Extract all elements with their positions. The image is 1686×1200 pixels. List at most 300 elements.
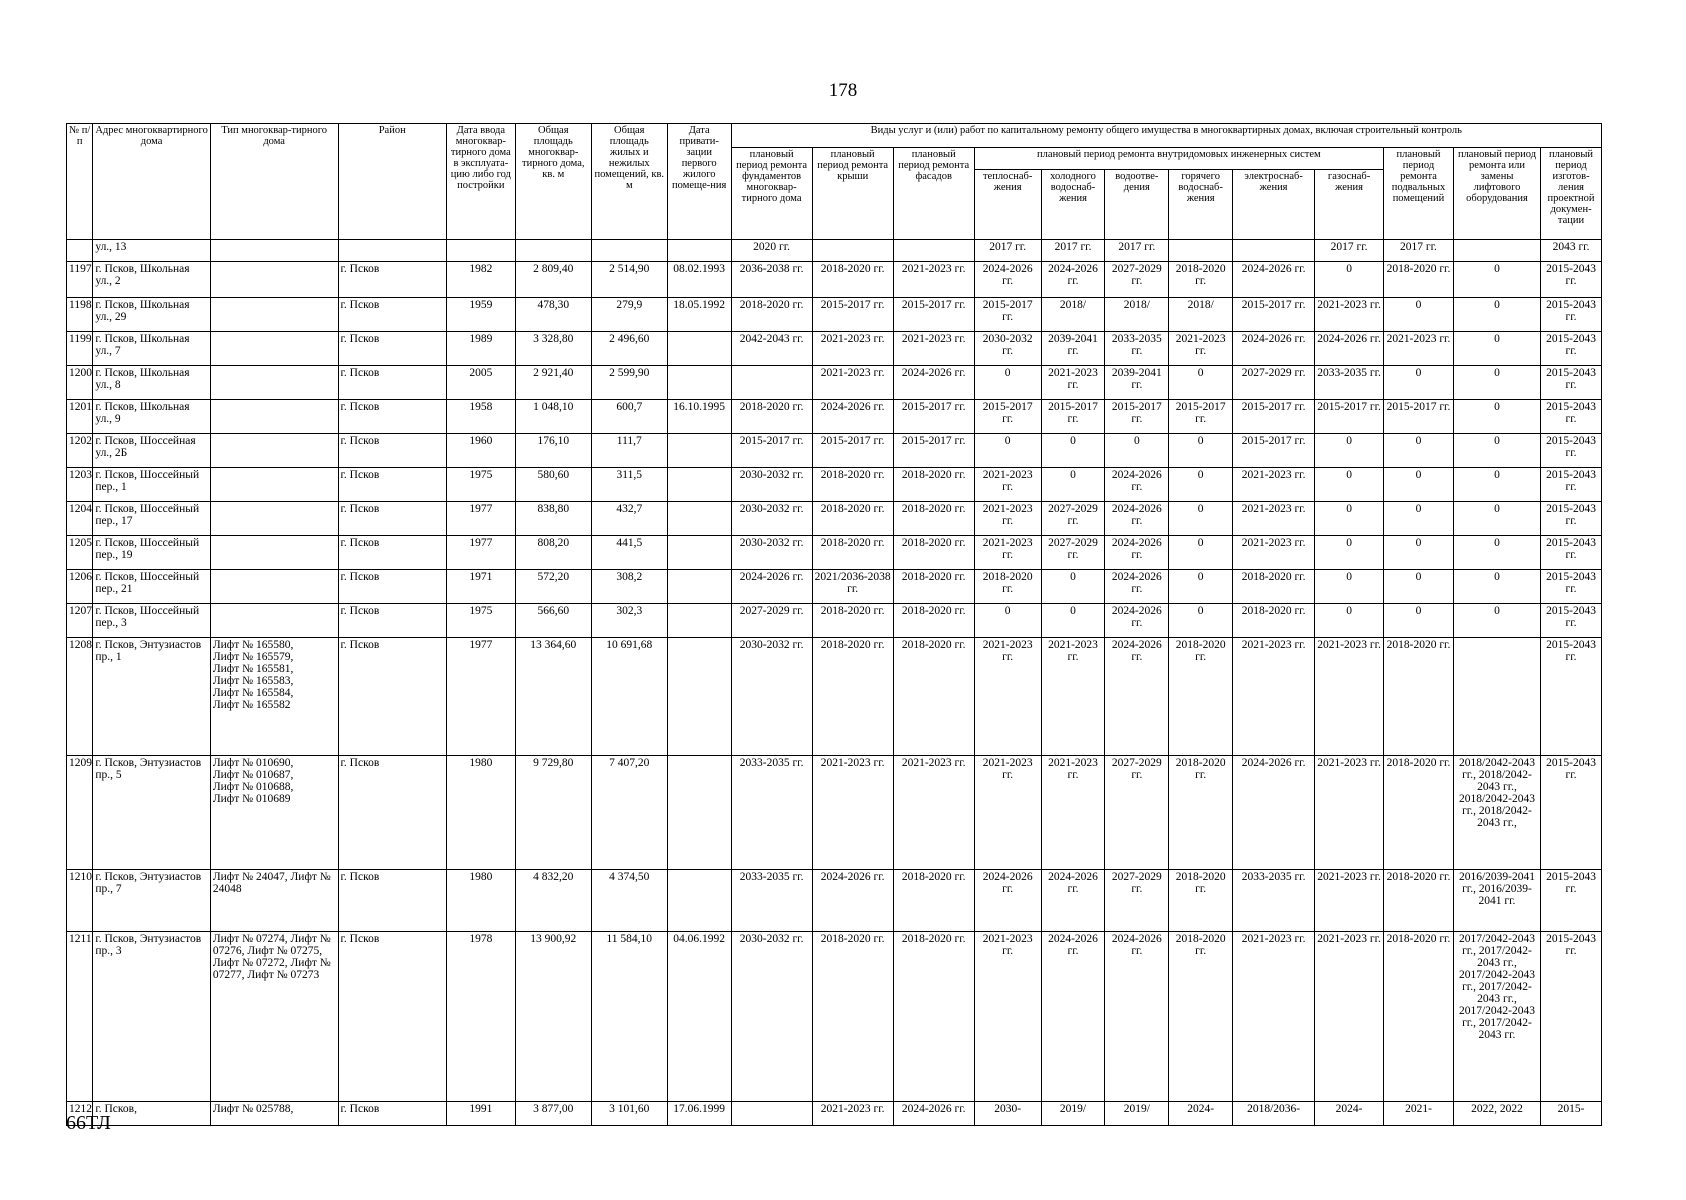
cell-district: г. Псков <box>338 570 446 604</box>
cell-heat: 2015-2017 гг. <box>974 298 1041 332</box>
cell-address: г. Псков, <box>93 1102 211 1126</box>
cell-drain: 2027-2029 гг. <box>1105 870 1169 932</box>
cell-heat: 2021-2023 гг. <box>974 756 1041 870</box>
header-privat-date: Дата привати-зации первого жилого помеще-ния <box>667 124 731 240</box>
cell-found: 2024-2026 гг. <box>731 570 812 604</box>
cell-drain: 2024-2026 гг. <box>1105 502 1169 536</box>
cell-address: г. Псков, Школьная ул., 2 <box>93 262 211 298</box>
cell-priv: 17.06.1999 <box>667 1102 731 1126</box>
header-cold-water: холодного водоснаб-жения <box>1041 170 1105 240</box>
cell-priv: 08.02.1993 <box>667 262 731 298</box>
header-num: № п/п <box>67 124 93 240</box>
cell-n: 1206 <box>67 570 93 604</box>
cell-base: 0 <box>1384 366 1454 400</box>
table-row <box>67 870 1602 932</box>
cell-year: 1971 <box>446 570 515 604</box>
cell-hot: 2024- <box>1169 1102 1233 1126</box>
header-engineering: плановый период ремонта внутридомовых инженерных систем <box>974 148 1383 170</box>
cell-area: 4 832,20 <box>515 870 591 932</box>
cell-elec: 2015-2017 гг. <box>1233 298 1315 332</box>
cell-living: 2 514,90 <box>591 262 667 298</box>
cell-priv <box>667 638 731 756</box>
cell-n: 1211 <box>67 932 93 1102</box>
cell-priv: 16.10.1995 <box>667 400 731 434</box>
cell-type <box>210 536 338 570</box>
cell-roof: 2018-2020 гг. <box>812 262 893 298</box>
cell-area: 3 877,00 <box>515 1102 591 1126</box>
cell-area: 580,60 <box>515 468 591 502</box>
cell-design: 2043 гг. <box>1541 240 1602 262</box>
cell-heat: 0 <box>974 604 1041 638</box>
table-row <box>67 1102 1602 1126</box>
cell-lift: 2022, 2022 <box>1453 1102 1540 1126</box>
cell-drain: 2033-2035 гг. <box>1105 332 1169 366</box>
cell-n: 1203 <box>67 468 93 502</box>
cell-base: 2018-2020 гг. <box>1384 638 1454 756</box>
cell-hot: 2015-2017 гг. <box>1169 400 1233 434</box>
cell-area <box>515 240 591 262</box>
cell-facade <box>893 240 974 262</box>
cell-n: 1210 <box>67 870 93 932</box>
cell-hot: 0 <box>1169 434 1233 468</box>
cell-hot: 0 <box>1169 366 1233 400</box>
header-total-area: Общая площадь многоквар-тирного дома, кв. м <box>515 124 591 240</box>
cell-living: 302,3 <box>591 604 667 638</box>
cell-roof <box>812 240 893 262</box>
cell-drain: 2018/ <box>1105 298 1169 332</box>
table-row <box>67 502 1602 536</box>
cell-lift: 0 <box>1453 400 1540 434</box>
cell-roof: 2018-2020 гг. <box>812 932 893 1102</box>
cell-drain: 2039-2041 гг. <box>1105 366 1169 400</box>
header-address: Адрес многоквартирного дома <box>93 124 211 240</box>
cell-found <box>731 1102 812 1126</box>
cell-type: Лифт № 025788, <box>210 1102 338 1126</box>
cell-living: 441,5 <box>591 536 667 570</box>
cell-year: 1959 <box>446 298 515 332</box>
cell-found: 2020 гг. <box>731 240 812 262</box>
cell-roof: 2015-2017 гг. <box>812 298 893 332</box>
cell-n: 1209 <box>67 756 93 870</box>
cell-type: Лифт № 24047, Лифт № 24048 <box>210 870 338 932</box>
cell-base: 0 <box>1384 604 1454 638</box>
cell-drain: 2024-2026 гг. <box>1105 570 1169 604</box>
cell-area: 1 048,10 <box>515 400 591 434</box>
cell-design: 2015- <box>1541 1102 1602 1126</box>
cell-area: 808,20 <box>515 536 591 570</box>
table-row <box>67 468 1602 502</box>
table-row <box>67 262 1602 298</box>
cell-drain: 2017 гг. <box>1105 240 1169 262</box>
cell-priv <box>667 536 731 570</box>
cell-lift: 2017/2042-2043 гг., 2017/2042-2043 гг., 2017/2042-2043 гг., 2017/2042-2043 гг., 2017/2042-2043 гг., 2017/2042-2043 гг. <box>1453 932 1540 1102</box>
cell-hot: 2021-2023 гг. <box>1169 332 1233 366</box>
cell-hot: 0 <box>1169 468 1233 502</box>
cell-heat: 2030-2032 гг. <box>974 332 1041 366</box>
cell-address: г. Псков, Энтузиастов пр., 5 <box>93 756 211 870</box>
cell-base: 0 <box>1384 536 1454 570</box>
cell-facade: 2018-2020 гг. <box>893 570 974 604</box>
cell-address: г. Псков, Шоссейный пер., 3 <box>93 604 211 638</box>
cell-cold: 2039-2041 гг. <box>1041 332 1105 366</box>
cell-design: 2015-2043 гг. <box>1541 262 1602 298</box>
cell-type <box>210 298 338 332</box>
cell-elec: 2033-2035 гг. <box>1233 870 1315 932</box>
header-services: Виды услуг и (или) работ по капитальному ремонту общего имущества в многоквартирных домах, включая строительный контроль <box>731 124 1601 148</box>
cell-type <box>210 400 338 434</box>
cell-n: 1197 <box>67 262 93 298</box>
table-row <box>67 932 1602 1102</box>
cell-roof: 2018-2020 гг. <box>812 536 893 570</box>
cell-cold: 2019/ <box>1041 1102 1105 1126</box>
cell-base: 0 <box>1384 434 1454 468</box>
table-row <box>67 298 1602 332</box>
cell-type: Лифт № 07274, Лифт № 07276, Лифт № 07275, Лифт № 07272, Лифт № 07277, Лифт № 07273 <box>210 932 338 1102</box>
cell-base: 2018-2020 гг. <box>1384 756 1454 870</box>
cell-district: г. Псков <box>338 638 446 756</box>
cell-hot: 2018-2020 гг. <box>1169 932 1233 1102</box>
table-row <box>67 240 1602 262</box>
cell-living: 279,9 <box>591 298 667 332</box>
cell-roof: 2021/2036-2038 гг. <box>812 570 893 604</box>
cell-n: 1202 <box>67 434 93 468</box>
cell-gas: 0 <box>1315 468 1384 502</box>
cell-type <box>210 240 338 262</box>
cell-district: г. Псков <box>338 434 446 468</box>
cell-address: г. Псков, Школьная ул., 7 <box>93 332 211 366</box>
cell-priv <box>667 468 731 502</box>
cell-hot <box>1169 240 1233 262</box>
header-hot-water: горячего водоснаб-жения <box>1169 170 1233 240</box>
cell-found: 2015-2017 гг. <box>731 434 812 468</box>
cell-drain: 0 <box>1105 434 1169 468</box>
cell-living: 308,2 <box>591 570 667 604</box>
cell-area: 13 364,60 <box>515 638 591 756</box>
cell-year: 1978 <box>446 932 515 1102</box>
cell-district: г. Псков <box>338 756 446 870</box>
cell-living: 7 407,20 <box>591 756 667 870</box>
cell-base: 2021- <box>1384 1102 1454 1126</box>
cell-year <box>446 240 515 262</box>
cell-elec: 2021-2023 гг. <box>1233 932 1315 1102</box>
cell-cold: 0 <box>1041 434 1105 468</box>
cell-heat: 2021-2023 гг. <box>974 502 1041 536</box>
cell-cold: 0 <box>1041 468 1105 502</box>
cell-year: 1960 <box>446 434 515 468</box>
cell-base: 0 <box>1384 570 1454 604</box>
cell-area: 13 900,92 <box>515 932 591 1102</box>
cell-type <box>210 570 338 604</box>
cell-found: 2030-2032 гг. <box>731 502 812 536</box>
cell-address: г. Псков, Шоссейный пер., 21 <box>93 570 211 604</box>
cell-gas: 2024- <box>1315 1102 1384 1126</box>
cell-n: 1212 <box>67 1102 93 1126</box>
cell-lift: 0 <box>1453 298 1540 332</box>
cell-heat: 2018-2020 гг. <box>974 570 1041 604</box>
cell-base: 2018-2020 гг. <box>1384 932 1454 1102</box>
cell-heat: 0 <box>974 366 1041 400</box>
cell-cold: 2017 гг. <box>1041 240 1105 262</box>
cell-roof: 2024-2026 гг. <box>812 870 893 932</box>
cell-drain: 2024-2026 гг. <box>1105 638 1169 756</box>
cell-area: 2 921,40 <box>515 366 591 400</box>
cell-found <box>731 366 812 400</box>
cell-n: 1201 <box>67 400 93 434</box>
cell-gas: 0 <box>1315 536 1384 570</box>
cell-address: ул., 13 <box>93 240 211 262</box>
cell-heat: 2030- <box>974 1102 1041 1126</box>
cell-district: г. Псков <box>338 468 446 502</box>
cell-facade: 2018-2020 гг. <box>893 468 974 502</box>
cell-found: 2030-2032 гг. <box>731 468 812 502</box>
cell-design: 2015-2043 гг. <box>1541 434 1602 468</box>
cell-elec: 2015-2017 гг. <box>1233 400 1315 434</box>
cell-heat: 0 <box>974 434 1041 468</box>
cell-drain: 2024-2026 гг. <box>1105 604 1169 638</box>
cell-priv <box>667 604 731 638</box>
cell-year: 1958 <box>446 400 515 434</box>
cell-type <box>210 332 338 366</box>
cell-cold: 2027-2029 гг. <box>1041 536 1105 570</box>
cell-year: 1982 <box>446 262 515 298</box>
cell-roof: 2024-2026 гг. <box>812 400 893 434</box>
header-type: Тип многоквар-тирного дома <box>210 124 338 240</box>
cell-priv <box>667 434 731 468</box>
cell-facade: 2015-2017 гг. <box>893 400 974 434</box>
header-drainage: водоотве-дения <box>1105 170 1169 240</box>
cell-cold: 2024-2026 гг. <box>1041 870 1105 932</box>
cell-living: 10 691,68 <box>591 638 667 756</box>
cell-address: г. Псков, Шоссейный пер., 19 <box>93 536 211 570</box>
cell-hot: 2018/ <box>1169 298 1233 332</box>
cell-living: 600,7 <box>591 400 667 434</box>
cell-facade: 2018-2020 гг. <box>893 638 974 756</box>
cell-design: 2015-2043 гг. <box>1541 366 1602 400</box>
cell-heat: 2024-2026 гг. <box>974 870 1041 932</box>
cell-living: 4 374,50 <box>591 870 667 932</box>
cell-address: г. Псков, Шоссейный пер., 17 <box>93 502 211 536</box>
cell-area: 478,30 <box>515 298 591 332</box>
cell-gas: 0 <box>1315 502 1384 536</box>
cell-heat: 2021-2023 гг. <box>974 536 1041 570</box>
cell-area: 9 729,80 <box>515 756 591 870</box>
cell-lift: 2018/2042-2043 гг., 2018/2042-2043 гг., 2018/2042-2043 гг., 2018/2042-2043 гг., <box>1453 756 1540 870</box>
cell-hot: 0 <box>1169 502 1233 536</box>
cell-gas: 2021-2023 гг. <box>1315 932 1384 1102</box>
cell-facade: 2024-2026 гг. <box>893 1102 974 1126</box>
cell-gas: 2033-2035 гг. <box>1315 366 1384 400</box>
header-heat: теплоснаб-жения <box>974 170 1041 240</box>
cell-priv <box>667 502 731 536</box>
cell-address: г. Псков, Энтузиастов пр., 3 <box>93 932 211 1102</box>
cell-type: Лифт № 165580, Лифт № 165579, Лифт № 165581, Лифт № 165583, Лифт № 165584, Лифт № 165582 <box>210 638 338 756</box>
cell-area: 566,60 <box>515 604 591 638</box>
cell-address: г. Псков, Школьная ул., 8 <box>93 366 211 400</box>
footer-code: 66ТЛ <box>66 1112 111 1134</box>
cell-base: 0 <box>1384 502 1454 536</box>
cell-gas: 0 <box>1315 604 1384 638</box>
header-basement: плановый период ремонта подвальных помещений <box>1384 148 1454 240</box>
cell-elec: 2015-2017 гг. <box>1233 434 1315 468</box>
cell-type <box>210 262 338 298</box>
cell-gas: 2015-2017 гг. <box>1315 400 1384 434</box>
header-facade: плановый период ремонта фасадов <box>893 148 974 240</box>
cell-district: г. Псков <box>338 262 446 298</box>
cell-roof: 2018-2020 гг. <box>812 638 893 756</box>
header-electric: электроснаб-жения <box>1233 170 1315 240</box>
cell-roof: 2018-2020 гг. <box>812 502 893 536</box>
cell-type <box>210 434 338 468</box>
cell-drain: 2024-2026 гг. <box>1105 536 1169 570</box>
cell-priv: 18.05.1992 <box>667 298 731 332</box>
cell-design: 2015-2043 гг. <box>1541 604 1602 638</box>
cell-living: 2 496,60 <box>591 332 667 366</box>
cell-cold: 2021-2023 гг. <box>1041 366 1105 400</box>
capital-repair-table <box>66 123 1602 1126</box>
cell-hot: 0 <box>1169 536 1233 570</box>
cell-district: г. Псков <box>338 366 446 400</box>
cell-design: 2015-2043 гг. <box>1541 536 1602 570</box>
cell-year: 1989 <box>446 332 515 366</box>
cell-base: 2015-2017 гг. <box>1384 400 1454 434</box>
cell-design: 2015-2043 гг. <box>1541 932 1602 1102</box>
cell-found: 2018-2020 гг. <box>731 298 812 332</box>
cell-priv <box>667 240 731 262</box>
cell-year: 1975 <box>446 604 515 638</box>
cell-type <box>210 502 338 536</box>
cell-cold: 0 <box>1041 570 1105 604</box>
cell-n: 1205 <box>67 536 93 570</box>
cell-lift: 0 <box>1453 570 1540 604</box>
cell-living: 111,7 <box>591 434 667 468</box>
cell-n: 1207 <box>67 604 93 638</box>
cell-year: 1977 <box>446 502 515 536</box>
cell-year: 1980 <box>446 756 515 870</box>
cell-elec: 2018-2020 гг. <box>1233 604 1315 638</box>
cell-roof: 2021-2023 гг. <box>812 1102 893 1126</box>
header-design: плановый период изготов-ления проектной докумен-тации <box>1541 148 1602 240</box>
cell-district: г. Псков <box>338 298 446 332</box>
cell-design: 2015-2043 гг. <box>1541 570 1602 604</box>
cell-found: 2030-2032 гг. <box>731 638 812 756</box>
cell-hot: 2018-2020 гг. <box>1169 262 1233 298</box>
cell-n: 1198 <box>67 298 93 332</box>
header-district: Район <box>338 124 446 240</box>
cell-heat: 2024-2026 гг. <box>974 262 1041 298</box>
cell-address: г. Псков, Энтузиастов пр., 7 <box>93 870 211 932</box>
cell-district: г. Псков <box>338 332 446 366</box>
cell-facade: 2021-2023 гг. <box>893 332 974 366</box>
page-number: 178 <box>828 80 858 101</box>
cell-type: Лифт № 010690, Лифт № 010687, Лифт № 010688, Лифт № 010689 <box>210 756 338 870</box>
cell-design: 2015-2043 гг. <box>1541 332 1602 366</box>
cell-type <box>210 604 338 638</box>
cell-gas: 0 <box>1315 434 1384 468</box>
cell-n: 1199 <box>67 332 93 366</box>
table-row <box>67 536 1602 570</box>
cell-roof: 2015-2017 гг. <box>812 434 893 468</box>
cell-lift: 0 <box>1453 468 1540 502</box>
cell-roof: 2018-2020 гг. <box>812 604 893 638</box>
cell-facade: 2018-2020 гг. <box>893 536 974 570</box>
header-gas: газоснаб-жения <box>1315 170 1384 240</box>
cell-cold: 2021-2023 гг. <box>1041 756 1105 870</box>
cell-facade: 2018-2020 гг. <box>893 870 974 932</box>
cell-priv <box>667 366 731 400</box>
table-row <box>67 756 1602 870</box>
header-roof: плановый период ремонта крыши <box>812 148 893 240</box>
cell-lift: 0 <box>1453 536 1540 570</box>
cell-address: г. Псков, Школьная ул., 9 <box>93 400 211 434</box>
cell-year: 1977 <box>446 536 515 570</box>
cell-found: 2030-2032 гг. <box>731 536 812 570</box>
cell-year: 1977 <box>446 638 515 756</box>
cell-base: 2017 гг. <box>1384 240 1454 262</box>
cell-lift: 0 <box>1453 332 1540 366</box>
cell-area: 838,80 <box>515 502 591 536</box>
cell-address: г. Псков, Шоссейный пер., 1 <box>93 468 211 502</box>
cell-district: г. Псков <box>338 932 446 1102</box>
cell-district <box>338 240 446 262</box>
cell-drain: 2024-2026 гг. <box>1105 468 1169 502</box>
cell-drain: 2019/ <box>1105 1102 1169 1126</box>
cell-address: г. Псков, Шоссейная ул., 2Б <box>93 434 211 468</box>
cell-hot: 2018-2020 гг. <box>1169 870 1233 932</box>
cell-n: 1208 <box>67 638 93 756</box>
cell-base: 2018-2020 гг. <box>1384 870 1454 932</box>
cell-elec: 2021-2023 гг. <box>1233 502 1315 536</box>
cell-gas: 2021-2023 гг. <box>1315 298 1384 332</box>
cell-facade: 2021-2023 гг. <box>893 756 974 870</box>
cell-heat: 2017 гг. <box>974 240 1041 262</box>
table-row <box>67 400 1602 434</box>
cell-elec: 2021-2023 гг. <box>1233 468 1315 502</box>
cell-cold: 2015-2017 гг. <box>1041 400 1105 434</box>
cell-heat: 2021-2023 гг. <box>974 468 1041 502</box>
cell-design: 2015-2043 гг. <box>1541 468 1602 502</box>
header-living-area: Общая площадь жилых и нежилых помещений, кв. м <box>591 124 667 240</box>
cell-type <box>210 366 338 400</box>
table-row <box>67 434 1602 468</box>
cell-elec: 2021-2023 гг. <box>1233 638 1315 756</box>
cell-facade: 2021-2023 гг. <box>893 262 974 298</box>
cell-facade: 2018-2020 гг. <box>893 932 974 1102</box>
cell-area: 2 809,40 <box>515 262 591 298</box>
cell-lift: 0 <box>1453 262 1540 298</box>
cell-design: 2015-2043 гг. <box>1541 502 1602 536</box>
cell-roof: 2021-2023 гг. <box>812 332 893 366</box>
table-row <box>67 604 1602 638</box>
cell-area: 572,20 <box>515 570 591 604</box>
cell-elec: 2018/2036- <box>1233 1102 1315 1126</box>
cell-address: г. Псков, Школьная ул., 29 <box>93 298 211 332</box>
cell-year: 1980 <box>446 870 515 932</box>
cell-heat: 2015-2017 гг. <box>974 400 1041 434</box>
cell-found: 2036-2038 гг. <box>731 262 812 298</box>
cell-lift: 0 <box>1453 434 1540 468</box>
table-row <box>67 570 1602 604</box>
cell-facade: 2018-2020 гг. <box>893 502 974 536</box>
cell-district: г. Псков <box>338 400 446 434</box>
cell-elec: 2024-2026 гг. <box>1233 332 1315 366</box>
header-foundation: плановый период ремонта фундаментов многоквар-тирного дома <box>731 148 812 240</box>
table-row <box>67 332 1602 366</box>
cell-hot: 2018-2020 гг. <box>1169 638 1233 756</box>
cell-base: 0 <box>1384 468 1454 502</box>
cell-year: 1991 <box>446 1102 515 1126</box>
cell-living: 432,7 <box>591 502 667 536</box>
cell-drain: 2027-2029 гг. <box>1105 756 1169 870</box>
